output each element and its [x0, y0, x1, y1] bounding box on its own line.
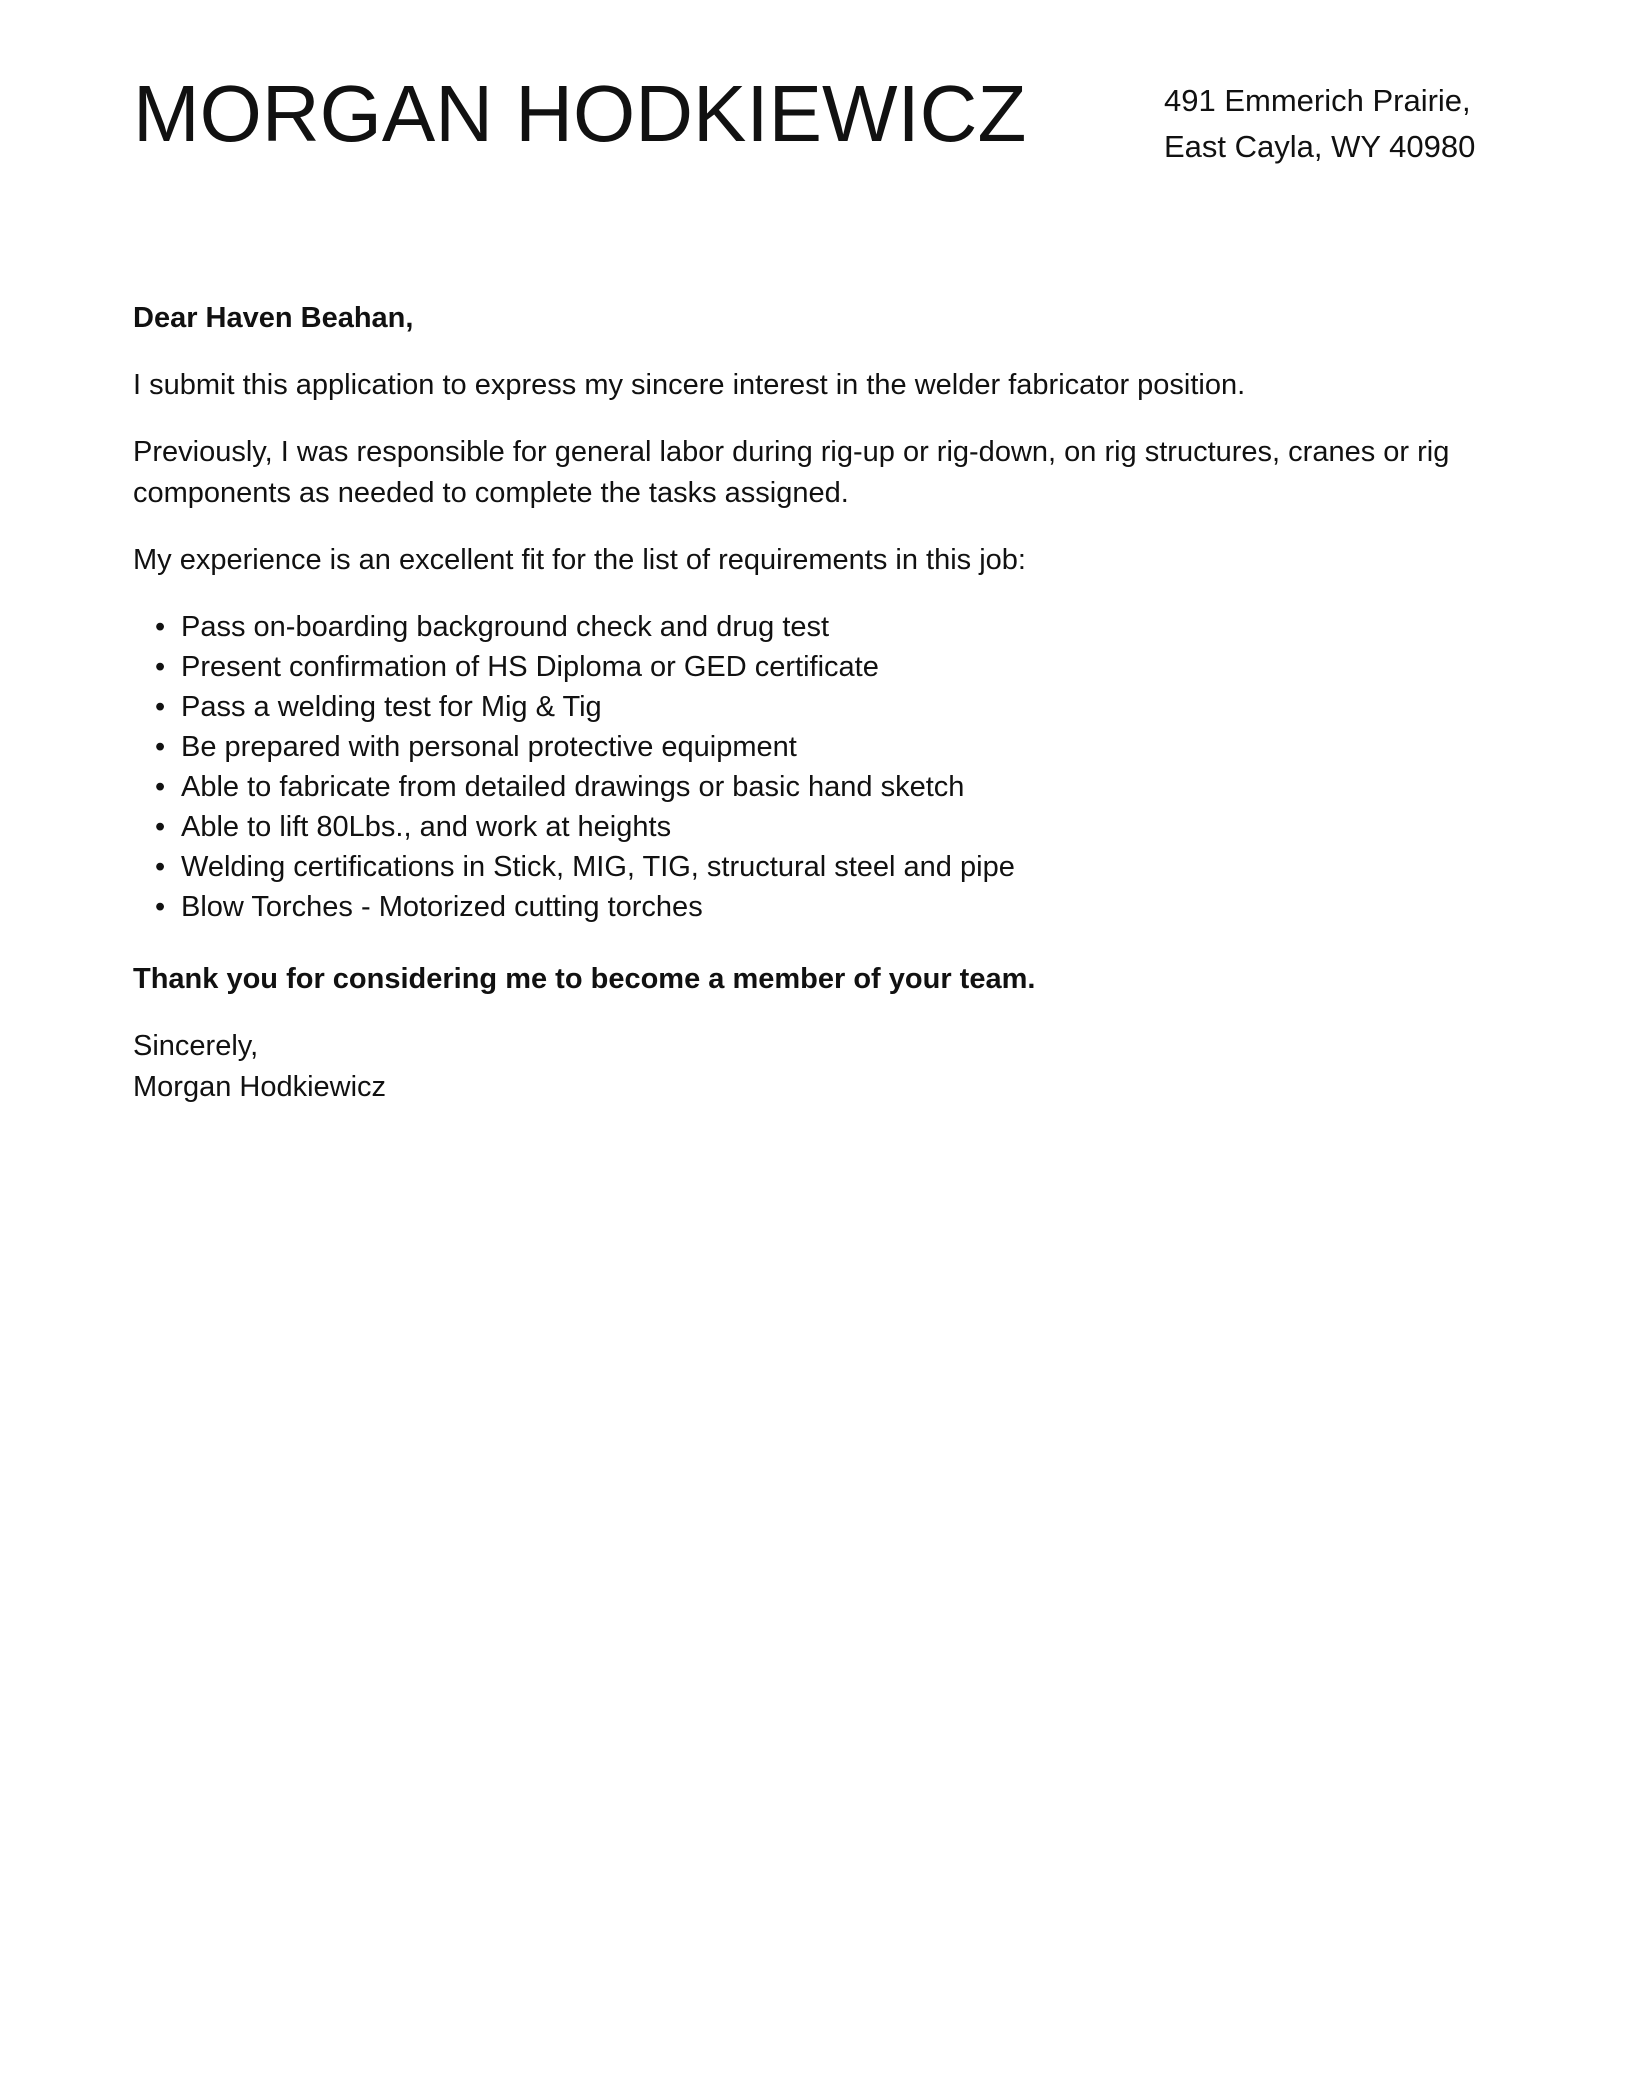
list-item: • Be prepared with personal protective equipment: [133, 727, 1503, 767]
experience-paragraph: Previously, I was responsible for general labor during rig-up or rig-down, on rig structures, cranes or rig components as needed to complete the tasks assigned.: [133, 436, 1450, 509]
list-intro: My experience is an excellent fit for the list of requirements in this job:: [133, 544, 1026, 576]
list-item: • Present confirmation of HS Diploma or GED certificate: [133, 647, 1503, 687]
letter-body: [133, 298, 1503, 1108]
requirements-list: [133, 607, 1503, 927]
address-line-1: 491 Emmerich Prairie,: [1164, 83, 1471, 118]
signoff: Sincerely,: [133, 1030, 259, 1062]
signature-name: Morgan Hodkiewicz: [133, 1071, 387, 1103]
bullet-icon: •: [155, 771, 166, 803]
bullet-icon: •: [155, 651, 166, 683]
applicant-name: MORGAN HODKIEWICZ: [133, 69, 1027, 158]
bullet-icon: •: [155, 851, 166, 883]
closing-statement: Thank you for considering me to become a member of your team.: [133, 963, 1036, 995]
list-item: • Pass on-boarding background check and drug test: [133, 607, 1503, 647]
bullet-icon: •: [155, 891, 166, 923]
list-item: • Able to fabricate from detailed drawings or basic hand sketch: [133, 767, 1503, 807]
bullet-icon: •: [155, 691, 166, 723]
signoff-block: [133, 1026, 1503, 1108]
list-item: • Able to lift 80Lbs., and work at heights: [133, 807, 1503, 847]
bullet-icon: •: [155, 611, 166, 643]
list-item: • Welding certifications in Stick, MIG, TIG, structural steel and pipe: [133, 847, 1503, 887]
address-block: [1164, 78, 1475, 170]
address-line-2: East Cayla, WY 40980: [1164, 129, 1476, 164]
list-item: • Blow Torches - Motorized cutting torches: [133, 887, 1503, 927]
bullet-icon: •: [155, 811, 166, 843]
intro-paragraph: I submit this application to express my sincere interest in the welder fabricator position.: [133, 369, 1246, 401]
list-item: • Pass a welding test for Mig & Tig: [133, 687, 1503, 727]
bullet-icon: •: [155, 731, 166, 763]
greeting: Dear Haven Beahan,: [133, 302, 414, 334]
